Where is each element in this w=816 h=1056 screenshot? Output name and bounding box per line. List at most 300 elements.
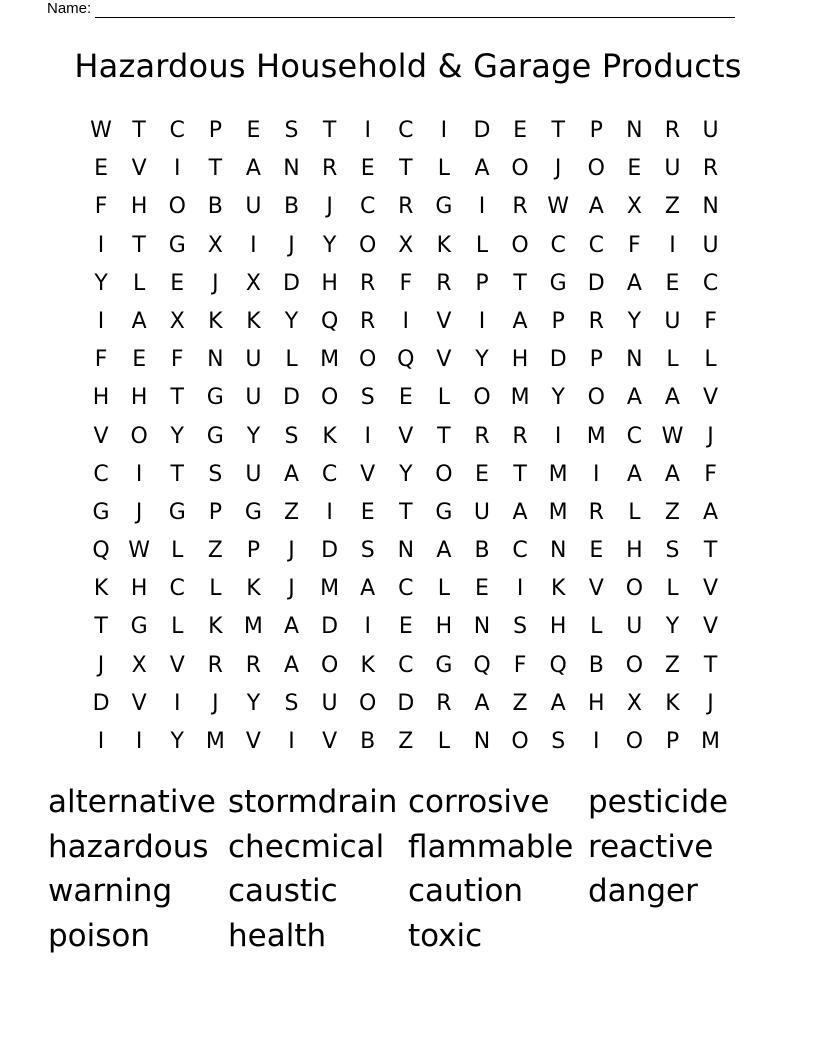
grid-letter: C xyxy=(626,423,643,449)
grid-letter: X xyxy=(398,232,414,258)
grid-letter: A xyxy=(245,156,261,182)
grid-letter: A xyxy=(283,652,300,678)
grid-letter: O xyxy=(473,385,491,411)
grid-letter: L xyxy=(475,232,489,258)
grid-letter: P xyxy=(475,270,489,296)
grid-letter: J xyxy=(212,270,219,296)
grid-letter: Z xyxy=(664,652,680,678)
grid-letter: Z xyxy=(207,538,223,564)
grid-letter: A xyxy=(436,538,452,564)
grid-letter: V xyxy=(93,423,109,449)
grid-letter: D xyxy=(283,385,300,411)
grid-letter: N xyxy=(626,118,643,143)
grid-letter: T xyxy=(513,270,527,296)
grid-letter: I xyxy=(173,156,181,182)
grid-letter: S xyxy=(284,423,299,449)
grid-letter: O xyxy=(130,423,148,449)
word-list-item: alternative xyxy=(48,784,216,820)
grid-letter: K xyxy=(322,423,337,449)
name-underline xyxy=(95,1,735,18)
grid-letter: Y xyxy=(399,461,413,487)
grid-letter: L xyxy=(437,385,451,411)
grid-letter: J xyxy=(97,652,105,678)
grid-letter: Y xyxy=(170,423,184,449)
grid-letter: A xyxy=(512,308,528,334)
grid-letter: D xyxy=(321,614,339,640)
grid-letter: P xyxy=(246,538,261,564)
grid-letter: G xyxy=(206,423,224,449)
grid-letter: Y xyxy=(665,614,680,640)
name-field xyxy=(47,0,735,18)
grid-letter: E xyxy=(475,461,489,487)
word-list-item: danger xyxy=(588,873,698,910)
grid-letter: F xyxy=(94,194,108,220)
grid-letter: L xyxy=(437,156,451,182)
page-title: Hazardous Household & Garage Products xyxy=(74,47,742,85)
grid-letter: J xyxy=(135,499,143,525)
grid-letter: J xyxy=(212,690,219,716)
grid-letter: L xyxy=(171,614,184,640)
grid-letter: I xyxy=(135,729,143,754)
grid-letter: C xyxy=(398,652,414,678)
grid-letter: T xyxy=(322,118,337,143)
grid-letter: Y xyxy=(322,232,337,258)
word-list-item: stormdrain xyxy=(228,784,398,820)
grid-letter: W xyxy=(90,118,112,143)
grid-letter: O xyxy=(587,385,605,411)
grid-letter: N xyxy=(207,347,224,373)
grid-letter: I xyxy=(478,194,486,220)
grid-letter: X xyxy=(626,194,642,220)
grid-letter: J xyxy=(326,194,333,220)
grid-letter: G xyxy=(168,499,186,525)
grid-letter: L xyxy=(628,499,641,525)
grid-letter: L xyxy=(285,347,298,373)
grid-letter: Z xyxy=(283,499,300,525)
grid-letter: K xyxy=(246,576,261,602)
word-list-item: corrosive xyxy=(408,784,550,820)
grid-letter: G xyxy=(244,499,262,525)
grid-letter: P xyxy=(208,499,222,525)
grid-letter: I xyxy=(364,614,371,640)
grid-letter: C xyxy=(93,461,109,487)
grid-letter: Y xyxy=(551,385,565,411)
grid-letter: T xyxy=(208,156,223,182)
word-list-item: pesticide xyxy=(588,784,729,820)
grid-letter: T xyxy=(132,232,146,258)
grid-letter: E xyxy=(398,385,413,411)
grid-letter: U xyxy=(702,118,719,143)
grid-letter: E xyxy=(627,156,642,182)
grid-letter: G xyxy=(435,499,453,525)
grid-letter: S xyxy=(208,461,223,487)
grid-letter: Y xyxy=(246,423,261,449)
grid-letter: F xyxy=(704,308,717,334)
grid-letter: C xyxy=(588,232,604,258)
grid-letter: H xyxy=(92,385,110,411)
grid-letter: C xyxy=(321,461,338,487)
grid-letter: A xyxy=(474,156,490,182)
grid-letter: U xyxy=(245,461,262,487)
grid-letter: Y xyxy=(475,347,489,373)
grid-letter: F xyxy=(513,652,527,678)
grid-letter: U xyxy=(245,385,262,411)
grid-letter: D xyxy=(473,118,491,143)
grid-letter: D xyxy=(397,690,415,716)
grid-letter: A xyxy=(664,385,680,411)
grid-letter: V xyxy=(703,614,719,640)
grid-letter: M xyxy=(510,385,530,411)
grid-letter: U xyxy=(664,156,681,182)
grid-letter: I xyxy=(440,118,448,143)
grid-letter: K xyxy=(665,690,680,716)
grid-letter: R xyxy=(588,499,604,525)
grid-letter: S xyxy=(284,118,299,143)
grid-letter: B xyxy=(360,729,376,754)
grid-letter: A xyxy=(550,690,566,716)
grid-letter: M xyxy=(548,461,568,487)
grid-letter: H xyxy=(130,385,148,411)
grid-letter: T xyxy=(94,614,108,640)
grid-letter: I xyxy=(516,576,524,602)
grid-letter: I xyxy=(97,232,105,258)
grid-letter: S xyxy=(284,690,299,716)
grid-letter: S xyxy=(360,538,375,564)
grid-letter: T xyxy=(437,423,451,449)
word-search-grid xyxy=(82,112,730,761)
grid-letter: G xyxy=(130,614,148,640)
grid-letter: Q xyxy=(397,347,415,373)
word-list-item: caustic xyxy=(228,873,338,910)
grid-letter: O xyxy=(625,652,644,678)
grid-letter: A xyxy=(626,385,642,411)
grid-letter: Y xyxy=(284,308,299,334)
grid-letter: P xyxy=(589,347,603,373)
grid-letter: O xyxy=(359,347,377,373)
grid-letter: I xyxy=(326,499,333,525)
grid-letter: Y xyxy=(170,729,184,754)
grid-letter: A xyxy=(664,461,680,487)
grid-letter: O xyxy=(359,232,377,258)
grid-letter: O xyxy=(511,729,529,754)
grid-letter: T xyxy=(170,461,184,487)
grid-letter: F xyxy=(94,347,108,373)
grid-letter: N xyxy=(626,347,643,373)
grid-letter: O xyxy=(359,690,377,716)
grid-letter: R xyxy=(360,270,376,296)
grid-letter: I xyxy=(593,729,600,754)
grid-letter: I xyxy=(364,423,371,449)
grid-letter: A xyxy=(626,461,642,487)
grid-letter: C xyxy=(512,538,528,564)
grid-letter: D xyxy=(321,538,339,564)
grid-letter: J xyxy=(288,538,295,564)
grid-letter: H xyxy=(130,194,148,220)
grid-letter: I xyxy=(478,308,486,334)
grid-letter: T xyxy=(170,385,184,411)
grid-letter: X xyxy=(207,232,223,258)
grid-letter: T xyxy=(132,118,146,143)
grid-letter: B xyxy=(283,194,300,220)
grid-letter: N xyxy=(397,538,415,564)
grid-letter: W xyxy=(547,194,570,220)
grid-letter: M xyxy=(205,729,225,754)
grid-letter: S xyxy=(665,538,680,564)
grid-letter: C xyxy=(702,270,719,296)
grid-letter: X xyxy=(245,270,261,296)
grid-letter: R xyxy=(512,423,528,449)
word-list-item: health xyxy=(228,917,327,954)
grid-letter: T xyxy=(399,499,413,525)
grid-letter: K xyxy=(93,576,109,602)
grid-letter: L xyxy=(133,270,146,296)
grid-letter: L xyxy=(666,576,679,602)
grid-letter: E xyxy=(665,270,680,296)
grid-letter: Y xyxy=(246,690,261,716)
grid-letter: Z xyxy=(664,499,680,525)
grid-letter: K xyxy=(550,576,566,602)
grid-letter: H xyxy=(587,690,605,716)
grid-letter: L xyxy=(666,347,679,373)
grid-letter: I xyxy=(593,461,600,487)
grid-letter: V xyxy=(588,576,604,602)
grid-letter: L xyxy=(704,347,717,373)
grid-letter: R xyxy=(245,652,262,678)
name-label: Name: xyxy=(47,0,92,17)
grid-letter: Q xyxy=(320,308,339,334)
grid-letter: N xyxy=(702,194,719,220)
grid-letter: B xyxy=(474,538,490,564)
grid-letter: M xyxy=(701,729,721,754)
grid-letter: C xyxy=(398,576,414,602)
word-list-item: warning xyxy=(48,873,173,910)
grid-letter: C xyxy=(360,194,376,220)
grid-letter: A xyxy=(703,499,719,525)
grid-letter: Y xyxy=(627,308,642,334)
grid-letter: H xyxy=(549,614,567,640)
grid-letter: S xyxy=(513,614,528,640)
grid-letter: Y xyxy=(94,270,108,296)
word-list-item: toxic xyxy=(408,917,483,954)
grid-letter: G xyxy=(435,652,453,678)
grid-letter: R xyxy=(588,308,604,334)
grid-letter: V xyxy=(322,729,338,754)
grid-letter: U xyxy=(473,499,491,525)
grid-letter: A xyxy=(474,690,490,716)
grid-letter: E xyxy=(94,156,108,182)
word-list-item: reactive xyxy=(588,828,714,865)
grid-letter: X xyxy=(626,690,642,716)
grid-letter: I xyxy=(97,729,105,754)
grid-letter: T xyxy=(399,156,413,182)
grid-letter: W xyxy=(661,423,684,449)
grid-letter: A xyxy=(588,194,604,220)
grid-letter: V xyxy=(360,461,376,487)
grid-letter: I xyxy=(250,232,257,258)
grid-letter: A xyxy=(283,461,300,487)
grid-letter: F xyxy=(628,232,641,258)
grid-letter: E xyxy=(132,347,147,373)
grid-letter: Z xyxy=(512,690,528,716)
grid-letter: V xyxy=(436,308,452,334)
grid-letter: U xyxy=(626,614,643,640)
grid-letter: N xyxy=(473,729,491,754)
grid-letter: Q xyxy=(473,652,491,678)
grid-letter: E xyxy=(170,270,185,296)
word-list-item: flammable xyxy=(408,828,574,865)
grid-letter: E xyxy=(513,118,528,143)
grid-letter: T xyxy=(703,652,718,678)
grid-letter: V xyxy=(436,347,452,373)
word-list-item: poison xyxy=(48,917,151,954)
grid-letter: P xyxy=(551,308,565,334)
grid-letter: I xyxy=(402,308,410,334)
grid-letter: S xyxy=(360,385,375,411)
grid-letter: R xyxy=(398,194,414,220)
grid-letter: H xyxy=(321,270,338,296)
grid-letter: E xyxy=(589,538,604,564)
grid-letter: D xyxy=(283,270,300,296)
grid-letter: V xyxy=(131,156,147,182)
grid-letter: O xyxy=(625,576,644,602)
grid-letter: V xyxy=(703,385,719,411)
grid-letter: L xyxy=(171,538,184,564)
grid-letter: I xyxy=(669,232,676,258)
grid-letter: S xyxy=(551,729,566,754)
grid-letter: T xyxy=(703,538,718,564)
grid-letter: H xyxy=(435,614,453,640)
word-list xyxy=(48,782,768,960)
grid-letter: R xyxy=(512,194,528,220)
grid-letter: R xyxy=(664,118,681,143)
word-list-item: checmical xyxy=(228,828,385,865)
grid-letter: R xyxy=(436,270,452,296)
grid-letter: Q xyxy=(549,652,567,678)
grid-letter: U xyxy=(245,194,262,220)
grid-letter: R xyxy=(360,308,376,334)
grid-letter: C xyxy=(398,118,414,143)
grid-letter: Z xyxy=(398,729,414,754)
grid-letter: T xyxy=(513,461,527,487)
grid-letter: Q xyxy=(92,538,110,564)
grid-letter: V xyxy=(703,576,719,602)
grid-letter: K xyxy=(360,652,375,678)
grid-letter: L xyxy=(437,576,451,602)
grid-letter: F xyxy=(170,347,184,373)
grid-letter: G xyxy=(206,385,224,411)
grid-letter: O xyxy=(168,194,186,220)
grid-letter: U xyxy=(245,347,262,373)
grid-letter: O xyxy=(511,156,529,182)
grid-letter: E xyxy=(475,576,489,602)
grid-letter: H xyxy=(626,538,643,564)
grid-letter: E xyxy=(360,499,375,525)
grid-letter: J xyxy=(707,690,714,716)
grid-letter: M xyxy=(320,347,340,373)
grid-letter: U xyxy=(702,232,719,258)
grid-letter: R xyxy=(321,156,338,182)
grid-letter: P xyxy=(208,118,222,143)
grid-letter: D xyxy=(549,347,567,373)
grid-letter: M xyxy=(548,499,568,525)
grid-letter: J xyxy=(288,232,295,258)
grid-letter: G xyxy=(435,194,453,220)
grid-letter: B xyxy=(207,194,223,220)
grid-letter: V xyxy=(131,690,147,716)
grid-letter: G xyxy=(168,232,186,258)
grid-letter: U xyxy=(664,308,681,334)
grid-letter: A xyxy=(131,308,147,334)
grid-letter: K xyxy=(208,614,223,640)
grid-letter: J xyxy=(707,423,714,449)
grid-letter: I xyxy=(135,461,143,487)
grid-letter: A xyxy=(512,499,528,525)
grid-letter: V xyxy=(398,423,414,449)
grid-letter: H xyxy=(511,347,529,373)
grid-letter: N xyxy=(473,614,491,640)
grid-letter: U xyxy=(321,690,338,716)
grid-letter: D xyxy=(587,270,605,296)
grid-letter: N xyxy=(549,538,567,564)
grid-letter: A xyxy=(283,614,300,640)
grid-letter: K xyxy=(436,232,452,258)
grid-letter: N xyxy=(283,156,300,182)
grid-letter: O xyxy=(511,232,529,258)
grid-letter: E xyxy=(398,614,413,640)
grid-letter: O xyxy=(320,385,339,411)
grid-letter: R xyxy=(207,652,223,678)
grid-letter: Z xyxy=(664,194,680,220)
word-list-item: hazardous xyxy=(48,828,209,865)
grid-letter: V xyxy=(245,729,261,754)
grid-letter: L xyxy=(437,729,451,754)
grid-letter: X xyxy=(169,308,185,334)
grid-letter: A xyxy=(360,576,376,602)
grid-letter: E xyxy=(246,118,261,143)
grid-letter: C xyxy=(169,576,185,602)
grid-letter: L xyxy=(209,576,222,602)
grid-letter: M xyxy=(586,423,606,449)
word-list-item: caution xyxy=(408,873,524,910)
grid-letter: A xyxy=(626,270,642,296)
grid-letter: J xyxy=(554,156,562,182)
grid-letter: B xyxy=(588,652,604,678)
grid-letter: O xyxy=(320,652,339,678)
grid-letter: F xyxy=(704,461,717,487)
grid-letter: G xyxy=(549,270,567,296)
grid-letter: R xyxy=(436,690,452,716)
grid-letter: O xyxy=(587,156,605,182)
grid-letter: P xyxy=(665,729,680,754)
grid-letter: O xyxy=(625,729,644,754)
grid-letter: V xyxy=(169,652,185,678)
grid-letter: M xyxy=(320,576,340,602)
grid-letter: R xyxy=(702,156,719,182)
grid-letter: F xyxy=(399,270,413,296)
grid-letter: I xyxy=(288,729,295,754)
grid-letter: L xyxy=(590,614,603,640)
grid-letter: C xyxy=(550,232,566,258)
grid-letter: X xyxy=(131,652,147,678)
grid-letter: I xyxy=(97,308,105,334)
grid-letter: T xyxy=(551,118,565,143)
grid-letter: J xyxy=(288,576,295,602)
grid-letter: O xyxy=(435,461,453,487)
grid-letter: W xyxy=(128,538,151,564)
grid-letter: E xyxy=(360,156,375,182)
grid-letter: I xyxy=(364,118,371,143)
grid-letter: D xyxy=(92,690,110,716)
